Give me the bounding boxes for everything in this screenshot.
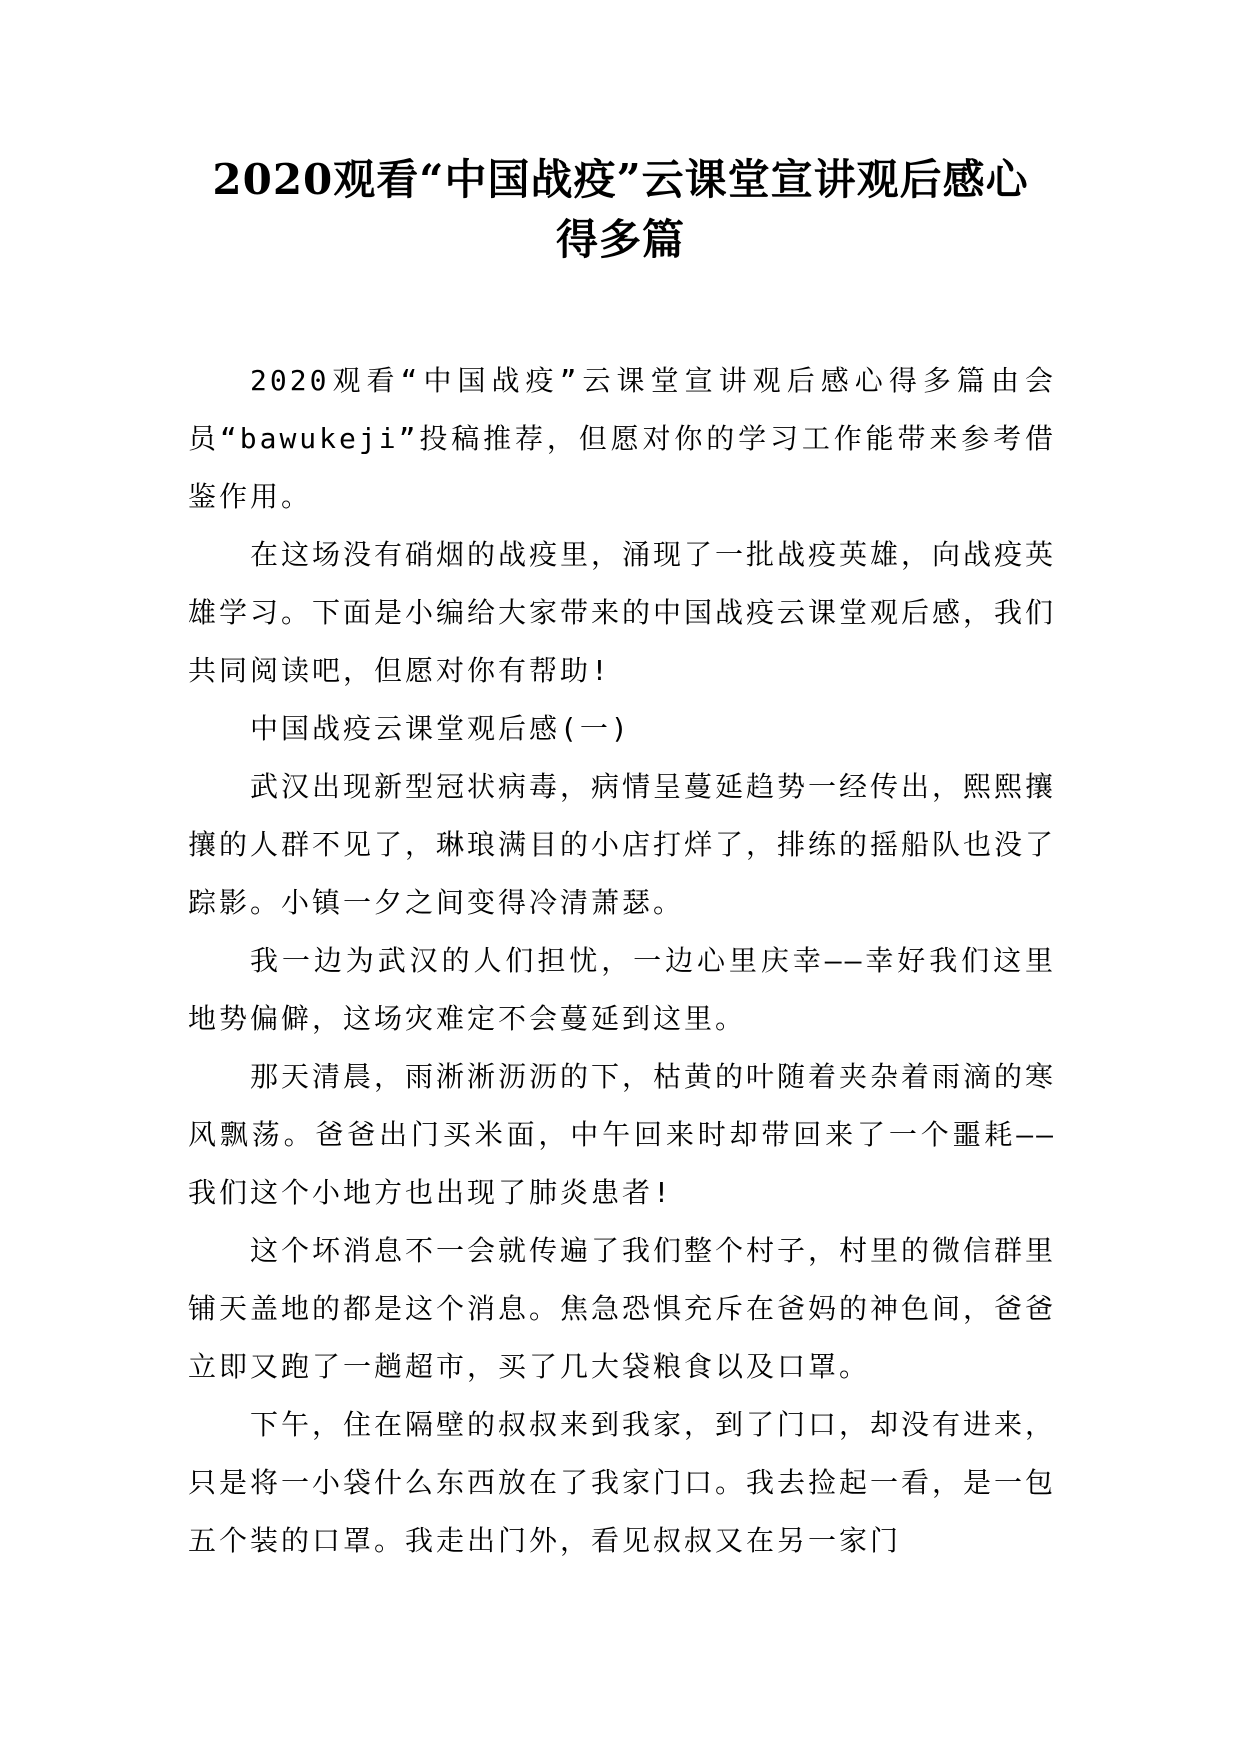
paragraph: 武汉出现新型冠状病毒，病情呈蔓延趋势一经传出，熙熙攘攘的人群不见了，琳琅满目的小店打烊了，排练的摇船队也没了踪影。小镇一夕之间变得冷清萧瑟。 [188, 770, 1057, 919]
document-title [150, 150, 1091, 270]
document-body [188, 352, 1056, 1570]
paragraph: 那天清晨，雨淅淅沥沥的下，枯黄的叶随着夹杂着雨滴的寒风飘荡。爸爸出门买米面，中午回来时却带回来了一个噩耗——我们这个小地方也出现了肺炎患者! [188, 1060, 1057, 1209]
section-heading: 中国战疫云课堂观后感(一) [250, 712, 631, 745]
paragraph: 这个坏消息不一会就传遍了我们整个村子，村里的微信群里铺天盖地的都是这个消息。焦急恐惧充斥在爸妈的神色间，爸爸立即又跑了一趟超市，买了几大袋粮食以及口罩。 [188, 1234, 1057, 1383]
paragraph-summary: 在这场没有硝烟的战疫里，涌现了一批战疫英雄，向战疫英雄学习。下面是小编给大家带来的中国战疫云课堂观后感，我们共同阅读吧，但愿对你有帮助! [188, 538, 1057, 687]
paragraph-intro: 2020观看“中国战疫”云课堂宣讲观后感心得多篇由会员“bawukeji”投稿推荐，但愿对你的学习工作能带来参考借鉴作用。 [188, 364, 1056, 513]
title-line-1: 2020观看“中国战疫”云课堂宣讲观后感心 [212, 155, 1029, 204]
paragraph: 下午，住在隔壁的叔叔来到我家，到了门口，却没有进来，只是将一小袋什么东西放在了我家门口。我去捡起一看，是一包五个装的口罩。我走出门外，看见叔叔又在另一家门 [188, 1408, 1057, 1557]
title-line-2: 得多篇 [555, 215, 685, 264]
paragraph: 我一边为武汉的人们担忧，一边心里庆幸——幸好我们这里地势偏僻，这场灾难定不会蔓延到这里。 [188, 944, 1056, 1035]
